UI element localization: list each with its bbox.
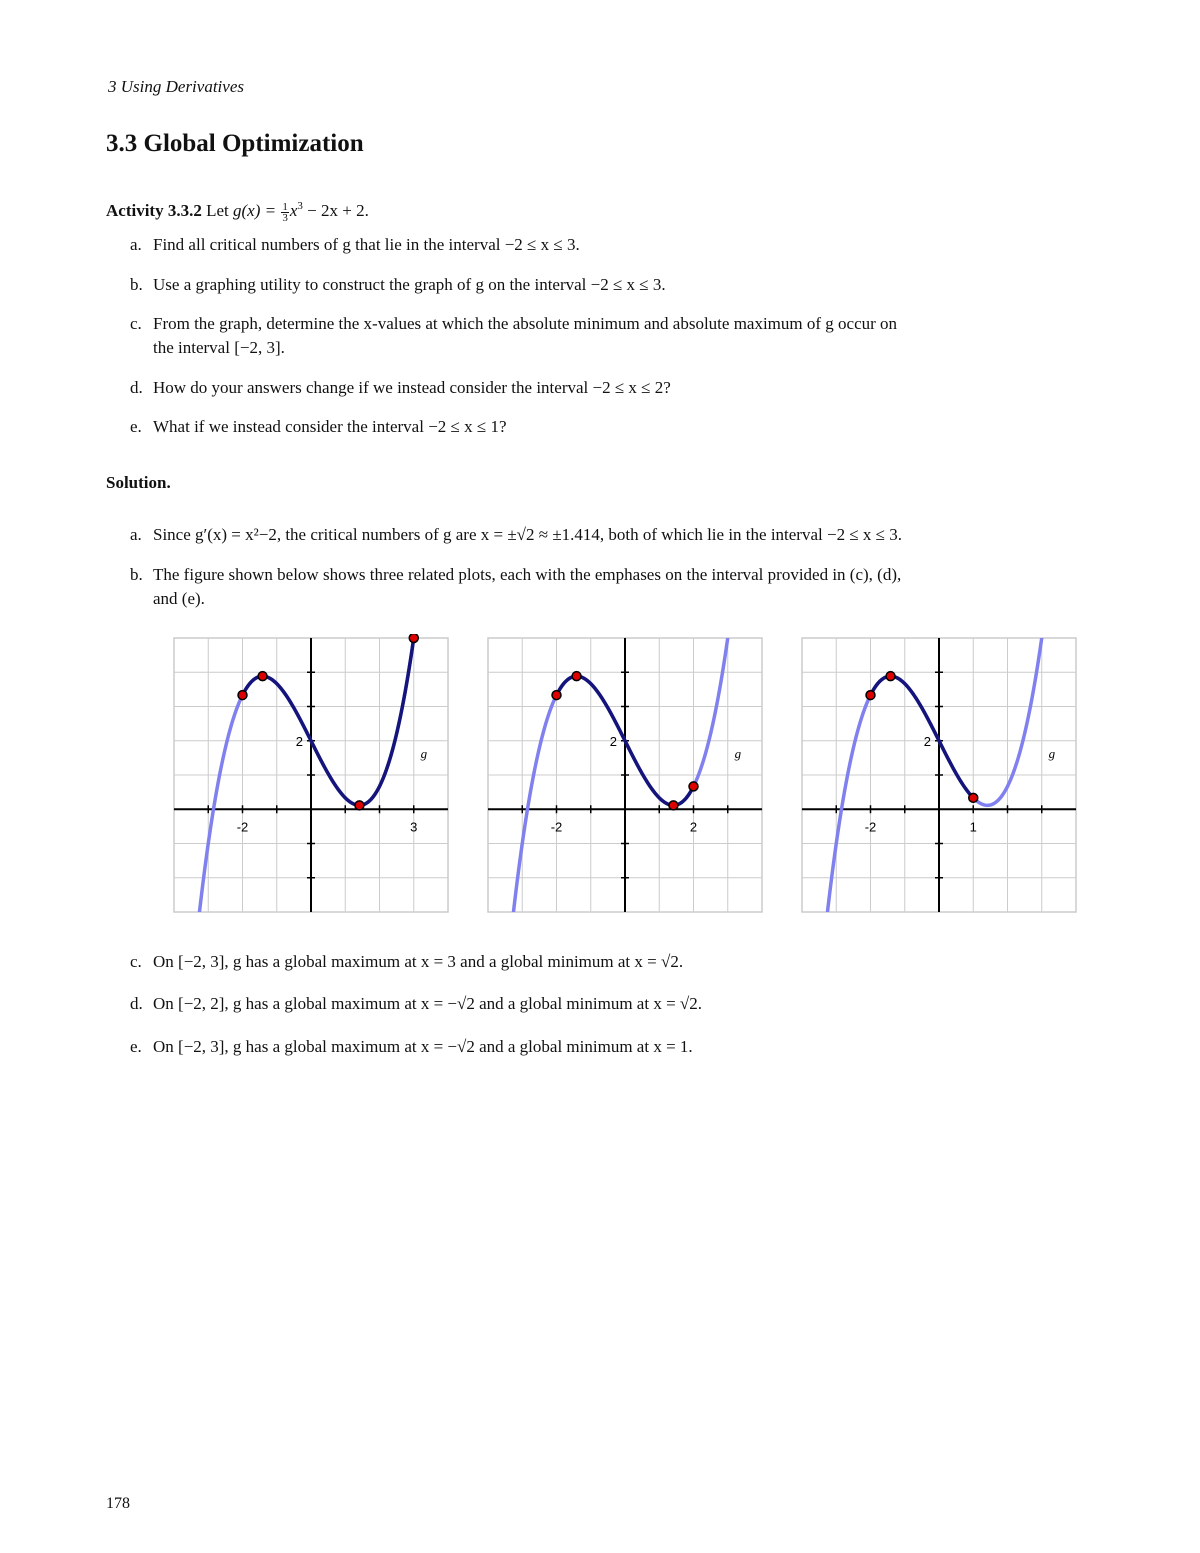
item-label: b. [130, 565, 143, 584]
x-tick-label: -2 [864, 819, 877, 835]
activity-item [130, 233, 580, 257]
critical-point [409, 634, 418, 643]
x-tick-label: 3 [410, 819, 418, 835]
activity-intro: Let [206, 201, 229, 220]
item-text: Since g′(x) = x²−2, the critical numbers of g are x = ±√2 ≈ ±1.414, both of which lie in the interval −2 ≤ x ≤ 3. [153, 525, 902, 544]
critical-point [355, 801, 364, 810]
solution-item [130, 950, 683, 974]
plot-3 [802, 634, 1076, 916]
y-tick-label: 2 [295, 733, 303, 749]
item-label: d. [130, 378, 143, 397]
curve-label: g [734, 745, 742, 761]
item-label: b. [130, 275, 143, 294]
page-number: 178 [106, 1495, 130, 1512]
item-text: On [−2, 3], g has a global maximum at x = 3 and a global minimum at x = √2. [153, 952, 684, 971]
x-tick-label: 1 [969, 819, 977, 835]
critical-point [689, 782, 698, 791]
activity-item-continuation: the interval [−2, 3]. [153, 338, 285, 357]
figure-three-plots [170, 634, 1080, 916]
y-tick-label: 2 [923, 733, 931, 749]
item-text: Use a graphing utility to construct the graph of g on the interval −2 ≤ x ≤ 3. [153, 275, 666, 294]
activity-item [130, 312, 897, 336]
activity-item [130, 273, 666, 297]
critical-point [572, 672, 581, 681]
x-tick-label: -2 [236, 819, 249, 835]
curve-label: g [420, 745, 428, 761]
curve-label: g [1048, 745, 1056, 761]
section-title: 3.3 Global Optimization [106, 130, 364, 157]
plot-2 [488, 634, 762, 916]
function-rhs: x [289, 201, 298, 220]
function-exponent: 3 [297, 200, 303, 212]
item-text: From the graph, determine the x-values at which the absolute minimum and absolute maximum of g occur on [153, 314, 898, 333]
activity-item [130, 376, 671, 400]
x-tick-label: -2 [550, 819, 563, 835]
activity-statement [106, 199, 369, 223]
item-label: e. [130, 1037, 142, 1056]
item-text: The figure shown below shows three related plots, each with the emphases on the interval provided in (c), (d), [153, 565, 902, 584]
fraction [281, 202, 289, 223]
item-text: Find all critical numbers of g that lie in the interval −2 ≤ x ≤ 3. [153, 235, 580, 254]
critical-point [866, 691, 875, 700]
solution-item [130, 563, 901, 587]
item-text: On [−2, 3], g has a global maximum at x = −√2 and a global minimum at x = 1. [153, 1037, 693, 1056]
critical-point [258, 672, 267, 681]
activity-item [130, 415, 507, 439]
activity-label: Activity 3.3.2 [106, 201, 202, 220]
solution-item [130, 992, 702, 1016]
item-text: What if we instead consider the interval −2 ≤ x ≤ 1? [153, 417, 507, 436]
item-label: e. [130, 417, 142, 436]
critical-point [238, 691, 247, 700]
critical-point [669, 801, 678, 810]
item-text: On [−2, 2], g has a global maximum at x = −√2 and a global minimum at x = √2. [153, 994, 702, 1013]
running-head: 3 Using Derivatives [108, 77, 244, 96]
critical-point [969, 793, 978, 802]
solution-item [130, 523, 902, 547]
solution-heading: Solution. [106, 473, 171, 492]
solution-item [130, 1035, 693, 1059]
item-label: c. [130, 952, 142, 971]
fraction-numerator: 1 [282, 201, 288, 213]
critical-point [552, 691, 561, 700]
fraction-denominator: 3 [282, 212, 288, 224]
y-tick-label: 2 [609, 733, 617, 749]
solution-item-continuation: and (e). [153, 589, 205, 608]
item-label: c. [130, 314, 142, 333]
item-label: a. [130, 235, 142, 254]
item-text: How do your answers change if we instead consider the interval −2 ≤ x ≤ 2? [153, 378, 671, 397]
item-label: d. [130, 994, 143, 1013]
critical-point [886, 672, 895, 681]
x-tick-label: 2 [689, 819, 698, 835]
item-label: a. [130, 525, 142, 544]
function-tail: − 2x + 2. [307, 201, 369, 220]
plot-1 [174, 634, 448, 916]
function-lhs: g(x) = [233, 201, 277, 220]
